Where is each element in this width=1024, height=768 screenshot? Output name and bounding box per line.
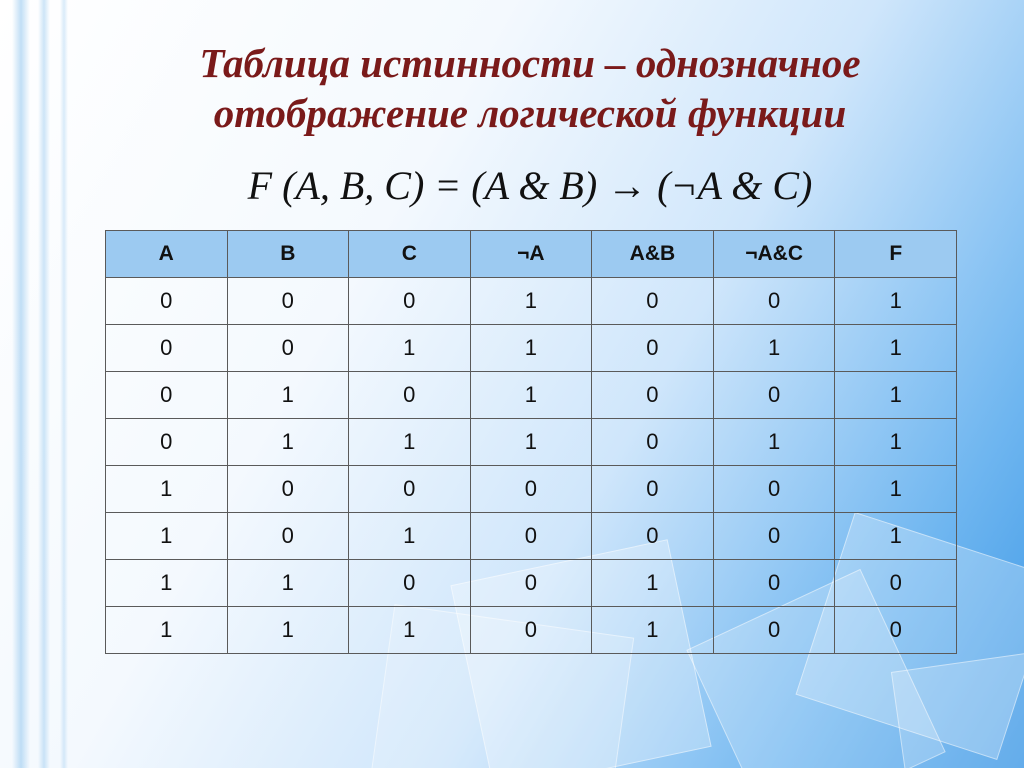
table-cell: 1 [835, 278, 957, 325]
table-cell: 0 [713, 278, 835, 325]
table-cell: 0 [835, 607, 957, 654]
table-row [106, 466, 957, 513]
truth-table [105, 230, 957, 654]
table-cell: 0 [713, 372, 835, 419]
table-cell: 0 [470, 560, 592, 607]
table-cell: 0 [227, 513, 349, 560]
table-cell: 0 [106, 325, 228, 372]
table-row [106, 372, 957, 419]
table-cell: 1 [835, 372, 957, 419]
table-cell: 1 [106, 560, 228, 607]
column-header: F [835, 231, 957, 278]
table-cell: 1 [470, 278, 592, 325]
function-formula: F (A, B, C) = (A & B) → (¬A & C) [247, 163, 813, 208]
table-cell: 0 [227, 325, 349, 372]
table-cell: 1 [713, 419, 835, 466]
table-body [106, 278, 957, 654]
decorative-stripe [12, 0, 30, 768]
table-cell: 1 [106, 513, 228, 560]
table-cell: 0 [592, 419, 714, 466]
table-cell: 0 [835, 560, 957, 607]
table-cell: 0 [592, 325, 714, 372]
table-cell: 0 [592, 372, 714, 419]
table-cell: 1 [227, 560, 349, 607]
table-cell: 1 [835, 466, 957, 513]
table-row [106, 278, 957, 325]
column-header: ¬A&C [713, 231, 835, 278]
table-cell: 1 [349, 419, 471, 466]
table-cell: 1 [349, 325, 471, 372]
table-cell: 0 [349, 560, 471, 607]
table-cell: 1 [835, 325, 957, 372]
table-cell: 0 [592, 278, 714, 325]
table-cell: 0 [592, 513, 714, 560]
column-header: ¬A [470, 231, 592, 278]
table-cell: 0 [713, 466, 835, 513]
table-cell: 0 [349, 278, 471, 325]
table-cell: 0 [592, 466, 714, 513]
table-cell: 0 [106, 372, 228, 419]
table-row [106, 419, 957, 466]
table-cell: 1 [835, 513, 957, 560]
table-row [106, 325, 957, 372]
table-cell: 1 [713, 325, 835, 372]
decorative-stripe [60, 0, 68, 768]
table-row [106, 513, 957, 560]
table-cell: 0 [470, 607, 592, 654]
table-cell: 0 [227, 466, 349, 513]
table-cell: 1 [106, 466, 228, 513]
table-cell: 0 [106, 278, 228, 325]
table-cell: 0 [349, 372, 471, 419]
table-cell: 0 [106, 419, 228, 466]
column-header: C [349, 231, 471, 278]
table-cell: 1 [592, 607, 714, 654]
title-line-2: отображение логической функции [213, 90, 847, 136]
table-cell: 1 [349, 607, 471, 654]
table-cell: 1 [227, 419, 349, 466]
table-cell: 1 [227, 607, 349, 654]
table-header-row [106, 231, 957, 278]
table-cell: 1 [835, 419, 957, 466]
slide-title [110, 38, 950, 138]
table-cell: 1 [349, 513, 471, 560]
table-cell: 0 [713, 560, 835, 607]
table-row [106, 607, 957, 654]
table-cell: 1 [227, 372, 349, 419]
title-line-1: Таблица истинности – однозначное [199, 40, 861, 86]
table-cell: 0 [470, 466, 592, 513]
table-cell: 1 [106, 607, 228, 654]
table-cell: 0 [349, 466, 471, 513]
table-cell: 0 [713, 513, 835, 560]
table-cell: 1 [470, 372, 592, 419]
table-cell: 1 [470, 419, 592, 466]
column-header: B [227, 231, 349, 278]
decorative-stripe [38, 0, 50, 768]
table-cell: 1 [470, 325, 592, 372]
table-cell: 0 [470, 513, 592, 560]
column-header: A&B [592, 231, 714, 278]
table-cell: 1 [592, 560, 714, 607]
table-cell: 0 [713, 607, 835, 654]
table-row [106, 560, 957, 607]
column-header: A [106, 231, 228, 278]
table-cell: 0 [227, 278, 349, 325]
